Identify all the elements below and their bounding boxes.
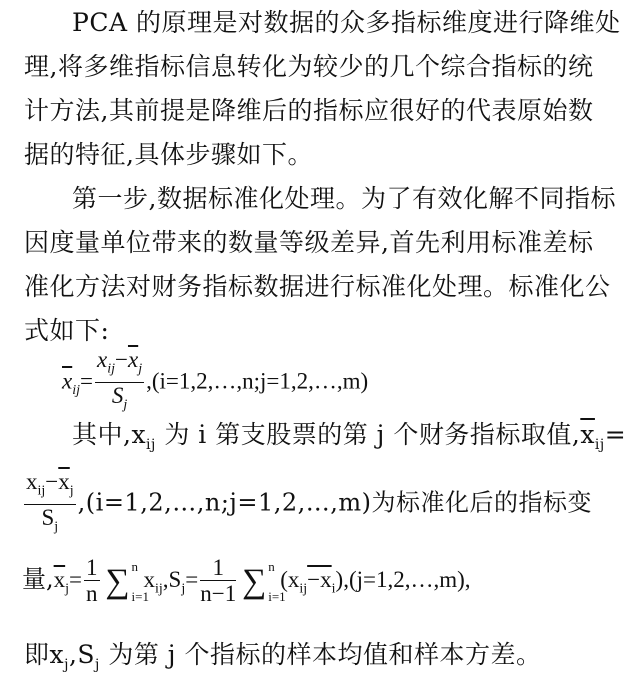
paragraph-2-line-4: 式如下: [24,316,110,345]
mean-variance-formula: 量$,\overline{x}_j=$ $\frac{1}{n}$ ∑ n i=1 $x_{ij},S_j=$ $\frac{1}{n-1}$ ∑ n i=1 $(x_{ij}-x_i),(j=1,2,\dots,m)$, [22,555,471,606]
paragraph-2-line-2: 因度量单位带来的数量等级差异,首先利用标准差标 [24,228,594,257]
paragraph-2-line-3: 准化方法对财务指标数据进行标准化处理。标准化公 [24,272,611,301]
paragraph-4-line-1: 即$x_j,S_j$ 为第 j 个指标的样本均值和样本方差。 [24,640,542,673]
formula1-range: ,(i=1,2,…,n;j=1,2,…,m) [146,368,369,394]
paragraph-2-line-1: 第一步,数据标准化处理。为了有效化解不同指标 [72,184,616,213]
paragraph-3-line-1: 其中$,x_{ij}$ 为 i 第支股票的第 j 个财务指标取值$,\overline{x}_{ij}=$ [72,420,626,453]
sum-symbol: ∑ n i=1 [105,558,149,604]
sum-symbol-2: ∑ n i=1 [242,558,286,604]
paragraph-1-line-1: PCA 的原理是对数据的众多指标维度进行降维处 [72,8,621,37]
formula1-lhs: $\overline{x}$ [62,368,73,394]
standardization-formula: $\overline{x}_{ij}=$ $\frac{x_{ij}-\overline{x}_j}{S_j}$ ,(i=1,2,…,n;j=1,2,…,m) [62,348,368,418]
formula1-fraction: $\frac{x_{ij}-\overline{x}_j}{S_j}$ [96,347,143,413]
paragraph-1-line-3: 计方法,其前提是降维后的指标应很好的代表原始数 [24,96,594,125]
paragraph-1-line-2: 理,将多维指标信息转化为较少的几个综合指标的统 [24,52,594,81]
paragraph-3-line-2: $\frac{x_{ij}-\overline{x}_j}{S_j}$ ,(i=1,2,…,n;j=1,2,…,m)为标准化后的指标变 [22,470,592,540]
paragraph-1-line-4: 据的特征,具体步骤如下。 [24,140,313,169]
inline-fraction: $\frac{x_{ij}-\overline{x}_j}{S_j}$ [26,469,74,535]
